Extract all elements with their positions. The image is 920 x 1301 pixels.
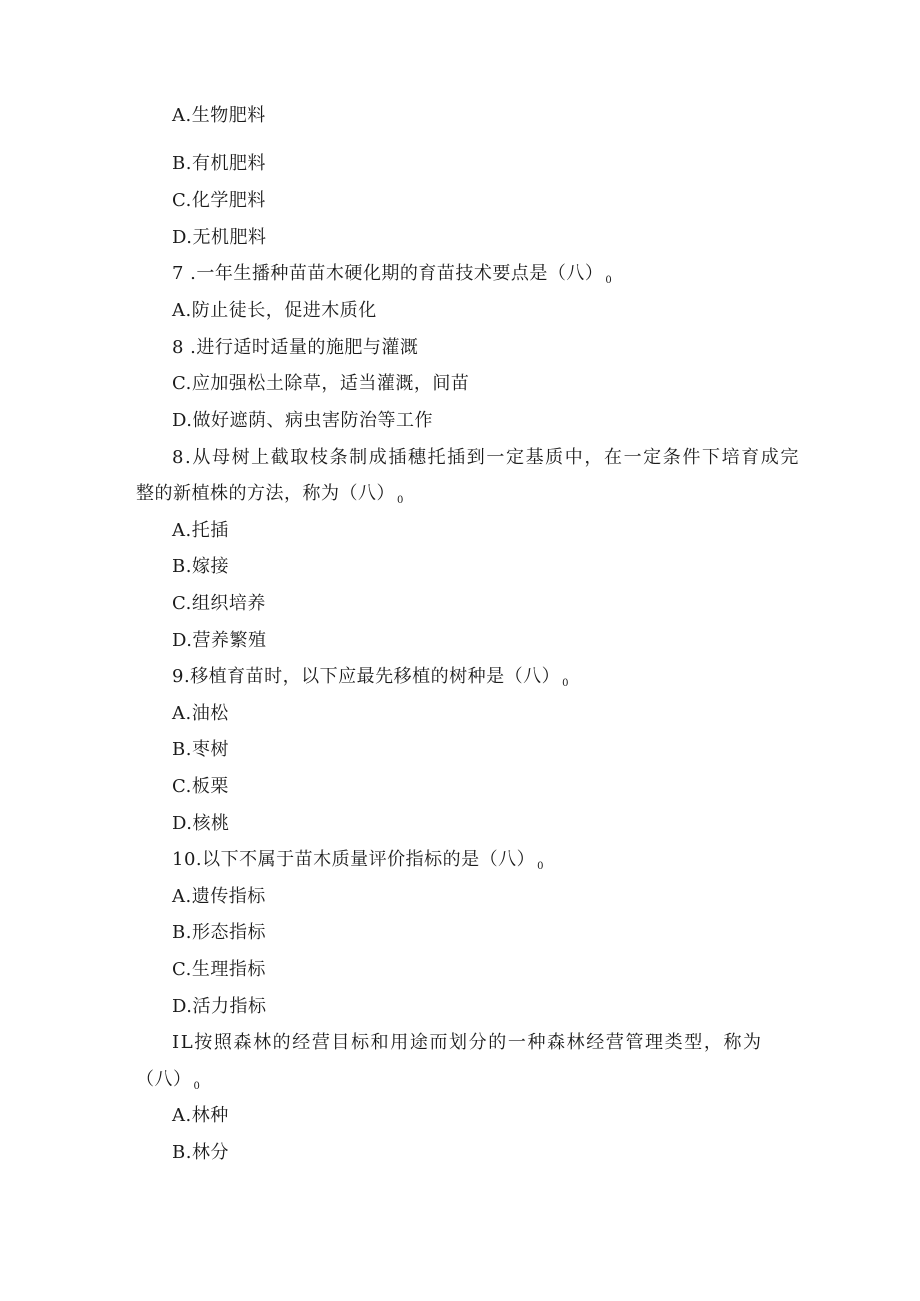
question-8-suffix: 0: [397, 495, 404, 506]
q10-option-a: A.遗传指标: [172, 886, 266, 907]
q9-option-a: A.油松: [172, 703, 229, 724]
question-11-text: （八）: [136, 1069, 192, 1090]
q7-option-d: D.做好遮荫、病虫害防治等工作: [172, 410, 434, 431]
q7-option-c: C.应加强松土除草，适当灌溉，间苗: [172, 373, 470, 394]
q7-option-b: 8 .进行适时适量的施肥与灌溉: [172, 337, 419, 358]
question-8-line-1: 8.从母树上截取枝条制成插穗托插到一定基质中，在一定条件下培育成完: [172, 447, 800, 468]
q9-option-c: C.板栗: [172, 776, 229, 797]
question-10-text: 10.以下不属于苗木质量评价指标的是（八）: [172, 849, 536, 870]
option-b-organic-fertilizer: B.有机肥料: [172, 153, 266, 174]
q8-option-c: C.组织培养: [172, 593, 266, 614]
question-10-suffix: 0: [537, 861, 544, 872]
q10-option-c: C.生理指标: [172, 959, 266, 980]
option-a-bio-fertilizer: A.生物肥料: [172, 105, 266, 126]
q7-option-a: A.防止徒长，促进木质化: [172, 300, 377, 321]
q11-option-a: A.林种: [172, 1105, 229, 1126]
question-7-text: 7 .一年生播种苗苗木硬化期的育苗技术要点是（八）: [172, 263, 604, 284]
question-9-text: 9.移植育苗时，以下应最先移植的树种是（八）: [172, 666, 561, 687]
q10-option-b: B.形态指标: [172, 922, 266, 943]
q10-option-d: D.活力指标: [172, 996, 267, 1017]
q9-option-d: D.核桃: [172, 813, 230, 834]
option-d-inorganic-fertilizer: D.无机肥料: [172, 227, 267, 248]
question-10: [172, 848, 544, 879]
q8-option-b: B.嫁接: [172, 556, 229, 577]
question-7-suffix: 0: [605, 275, 613, 286]
q8-option-a: A.托插: [172, 520, 229, 541]
question-11-line-1: IL按照森林的经营目标和用途而划分的一种森林经营管理类型，称为: [172, 1032, 763, 1053]
q9-option-b: B.枣树: [172, 739, 229, 760]
option-c-chemical-fertilizer: C.化学肥料: [172, 190, 266, 211]
question-11-suffix: 0: [193, 1081, 201, 1092]
question-7: [172, 262, 612, 293]
question-11-line-2: [136, 1068, 200, 1099]
question-8-text: 整的新植株的方法，称为（八）: [136, 483, 395, 504]
question-9: [172, 665, 569, 696]
question-8-line-2: [136, 482, 404, 513]
q11-option-b: B.林分: [172, 1142, 229, 1163]
q8-option-d: D.营养繁殖: [172, 630, 267, 651]
question-9-suffix: 0: [562, 678, 570, 689]
